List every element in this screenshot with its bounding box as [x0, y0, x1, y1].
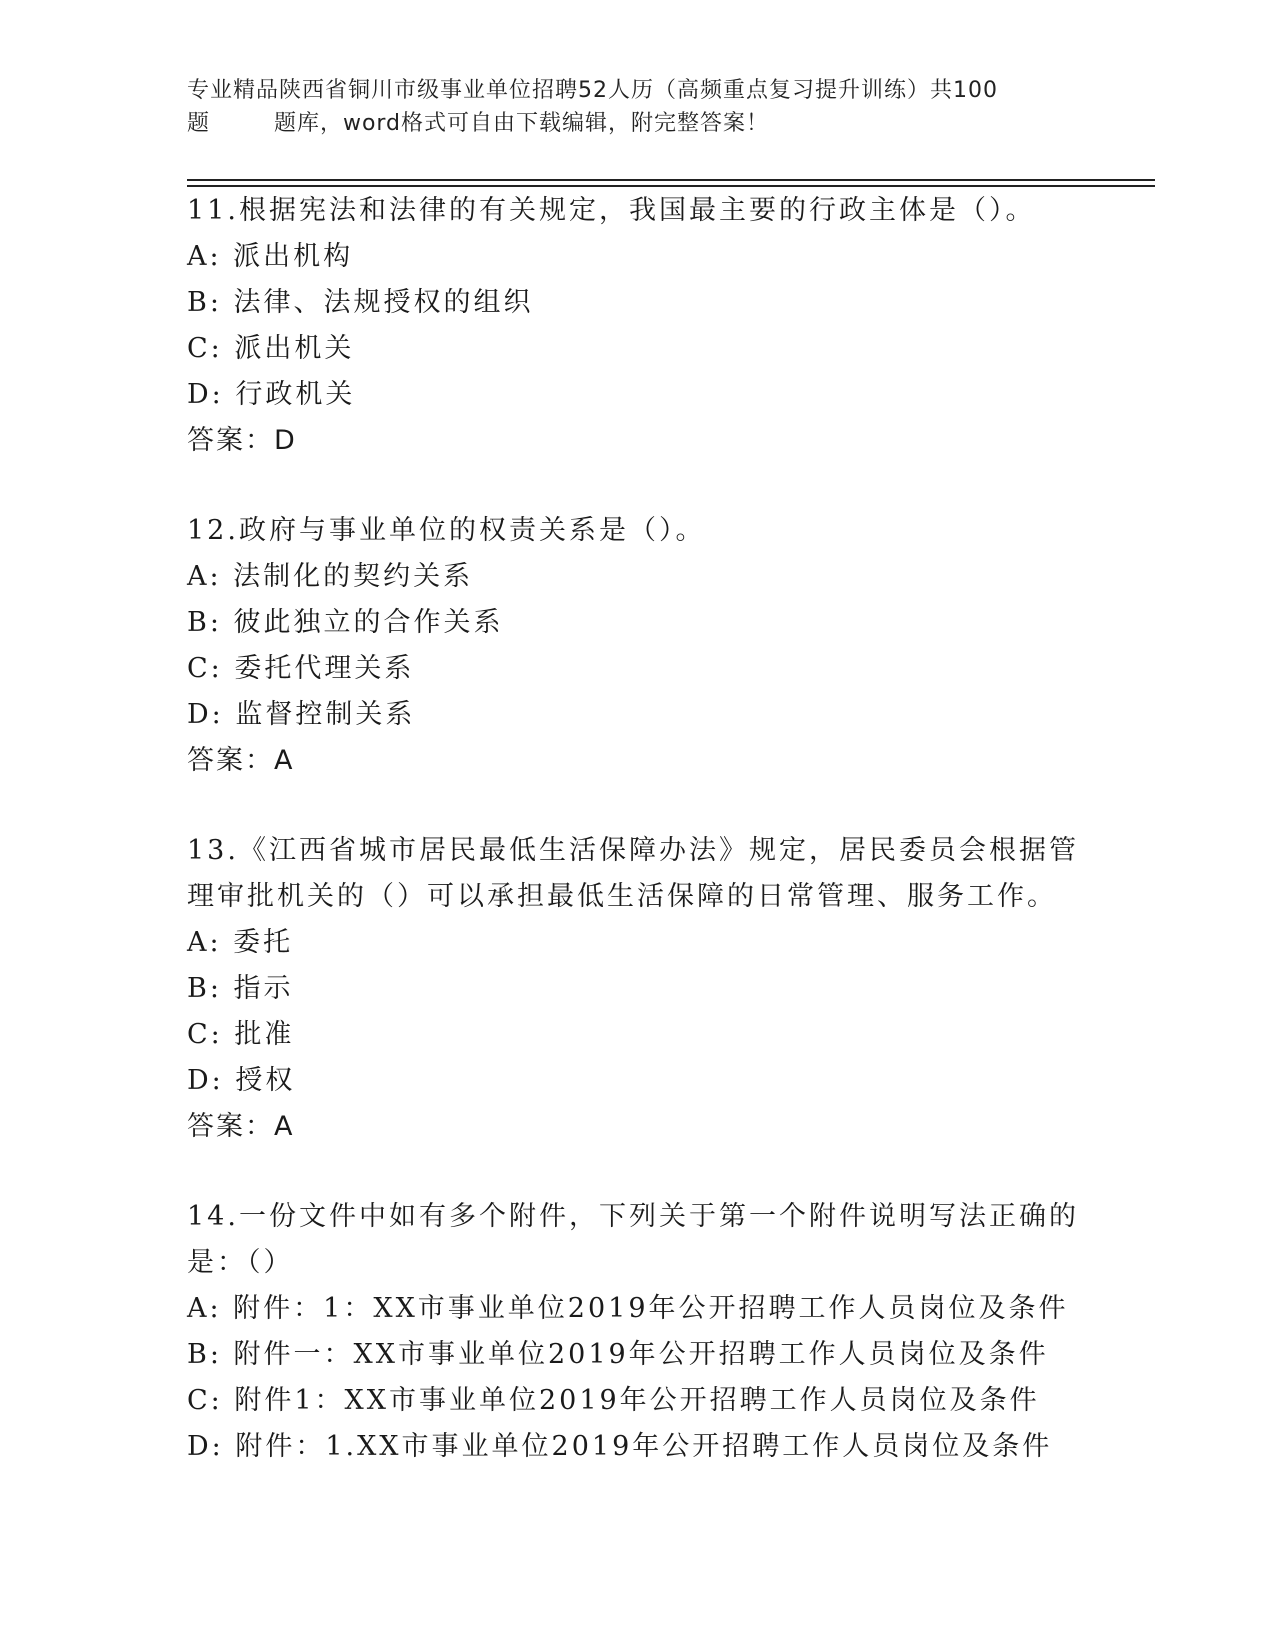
question-stem: 12.政府与事业单位的权责关系是（）。 [187, 515, 706, 546]
question-14 [187, 1194, 1107, 1470]
answer-line: 答案：A [187, 1111, 295, 1142]
option-b: B: 法律、法规授权的组织 [187, 287, 534, 318]
option-c: C: 批准 [187, 1019, 295, 1050]
question-list [187, 188, 1107, 1514]
question-stem: 14.一份文件中如有多个附件，下列关于第一个附件说明写法正确的是：（） [187, 1201, 1079, 1278]
option-b: B: 指示 [187, 973, 294, 1004]
option-a: A: 法制化的契约关系 [187, 561, 474, 592]
option-d: D: 监督控制关系 [187, 699, 416, 730]
document-header [187, 74, 1087, 140]
option-c: C: 委托代理关系 [187, 653, 415, 684]
header-title-line-2: 题 题库，word格式可自由下载编辑，附完整答案！ [187, 111, 770, 136]
option-a: A: 附件：1：XX市事业单位2019年公开招聘工作人员岗位及条件 [187, 1293, 1069, 1324]
answer-line: 答案：A [187, 745, 295, 776]
question-stem: 13.《江西省城市居民最低生活保障办法》规定，居民委员会根据管理审批机关的（）可以承担最低生活保障的日常管理、服务工作。 [187, 835, 1079, 912]
header-divider-bottom [187, 185, 1155, 187]
answer-line: 答案：D [187, 425, 297, 456]
option-a: A: 委托 [187, 927, 294, 958]
question-13 [187, 828, 1107, 1150]
header-divider-top [187, 179, 1155, 181]
option-c: C: 派出机关 [187, 333, 355, 364]
header-title-line-1: 专业精品陕西省铜川市级事业单位招聘52人历（高频重点复习提升训练）共100 [187, 78, 998, 103]
option-a: A: 派出机构 [187, 241, 354, 272]
option-b: B: 附件一：XX市事业单位2019年公开招聘工作人员岗位及条件 [187, 1339, 1049, 1370]
option-d: D: 附件：1.XX市事业单位2019年公开招聘工作人员岗位及条件 [187, 1431, 1053, 1462]
option-c: C: 附件1：XX市事业单位2019年公开招聘工作人员岗位及条件 [187, 1385, 1040, 1416]
question-12 [187, 508, 1107, 784]
option-b: B: 彼此独立的合作关系 [187, 607, 504, 638]
question-stem: 11.根据宪法和法律的有关规定，我国最主要的行政主体是（）。 [187, 195, 1036, 226]
question-11 [187, 188, 1107, 464]
option-d: D: 授权 [187, 1065, 296, 1096]
option-d: D: 行政机关 [187, 379, 356, 410]
